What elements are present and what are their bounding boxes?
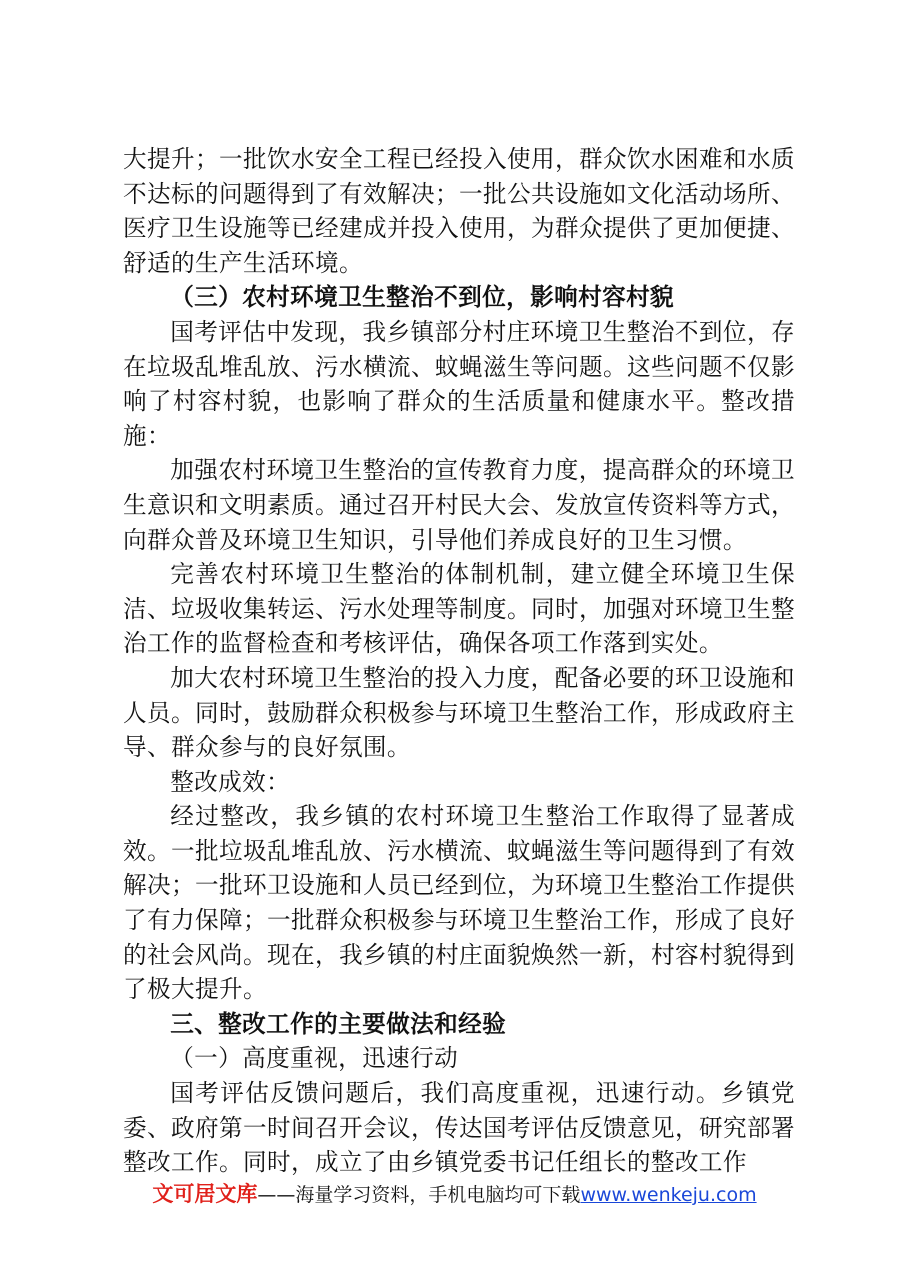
paragraph: 国考评估中发现，我乡镇部分村庄环境卫生整治不到位，存在垃圾乱堆乱放、污水横流、蚊蝇滋生等问题。这些问题不仅影响了村容村貌，也影响了群众的生活质量和健康水平。整改措施： xyxy=(123,317,795,450)
section-heading-1: （一）高度重视，迅速行动 xyxy=(170,1044,459,1073)
footer-banner xyxy=(0,1180,909,1209)
chapter-heading: 三、整改工作的主要做法和经验 xyxy=(170,1009,507,1038)
paragraph: 加大农村环境卫生整治的投入力度，配备必要的环卫设施和人员。同时，鼓励群众积极参与环境卫生整治工作，形成政府主导、群众参与的良好氛围。 xyxy=(123,663,795,762)
document-body xyxy=(123,142,795,1180)
paragraph: 经过整改，我乡镇的农村环境卫生整治工作取得了显著成效。一批垃圾乱堆乱放、污水横流、蚊蝇滋生等问题得到了有效解决；一批环卫设施和人员已经到位，为环境卫生整治工作提供了有力保障；一批群众积极参与环境卫生整治工作，形成了良好的社会风尚。现在，我乡镇的村庄面貌焕然一新，村容村貌得到了极大提升。 xyxy=(123,802,795,1004)
paragraph: 国考评估反馈问题后，我们高度重视，迅速行动。乡镇党委、政府第一时间召开会议，传达国考评估反馈意见，研究部署整改工作。同时，成立了由乡镇党委书记任组长的整改工作 xyxy=(123,1079,795,1177)
paragraph: 加强农村环境卫生整治的宣传教育力度，提高群众的环境卫生意识和文明素质。通过召开村民大会、发放宣传资料等方式，向群众普及环境卫生知识，引导他们养成良好的卫生习惯。 xyxy=(123,456,795,554)
footer-tagline: ——海量学习资料，手机电脑均可下载 xyxy=(257,1184,581,1206)
paragraph: 整改成效： xyxy=(170,767,291,796)
paragraph: 完善农村环境卫生整治的体制机制，建立健全环境卫生保洁、垃圾收集转运、污水处理等制度。同时，加强对环境卫生整治工作的监督检查和考核评估，确保各项工作落到实处。 xyxy=(123,560,795,658)
section-heading-3: （三）农村环境卫生整治不到位，影响村容村貌 xyxy=(170,283,675,312)
paragraph-continued: 大提升；一批饮水安全工程已经投入使用，群众饮水困难和水质不达标的问题得到了有效解决；一批公共设施如文化活动场所、医疗卫生设施等已经建成并投入使用，为群众提供了更加便捷、舒适的生产生活环境。 xyxy=(123,145,795,277)
footer-brand: 文可居文库 xyxy=(152,1182,258,1206)
footer-link[interactable]: www.wenkeju.com xyxy=(580,1184,757,1206)
